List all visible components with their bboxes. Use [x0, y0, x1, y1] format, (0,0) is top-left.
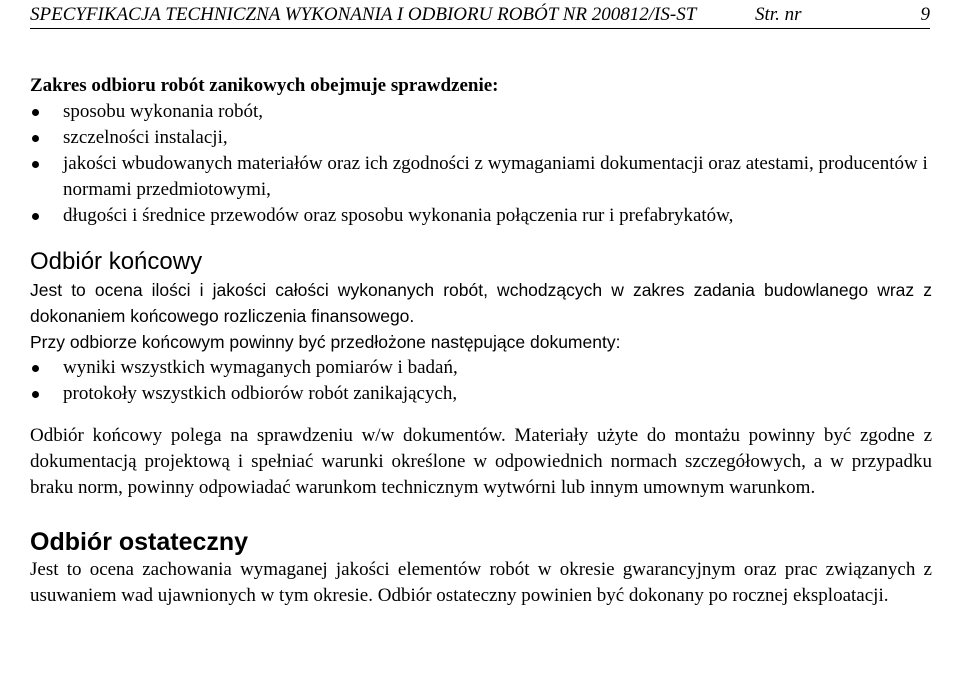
header-page-number: 9 [920, 4, 930, 25]
header-rule [30, 28, 930, 29]
header-page-label: Str. nr [755, 4, 802, 25]
section-heading-odbior-ostateczny: Odbiór ostateczny [30, 528, 249, 556]
list-item: jakości wbudowanych materiałów oraz ich zgodności z wymaganiami dokumentacji oraz atestami, producentów i normami przedmiotowymi, [30, 151, 932, 203]
section-heading-zanikowe: Zakres odbioru robót zanikowych obejmuje sprawdzenie: [30, 75, 499, 96]
paragraph: Jest to ocena ilości i jakości całości wykonanych robót, wchodzących w zakres zadania budowlanego wraz z dokonaniem końcowego rozliczenia finansowego. [30, 280, 932, 326]
paragraph: Jest to ocena zachowania wymaganej jakości elementów robót w okresie gwarancyjnym oraz prac związanych z usuwaniem wad ujawnionych w tym okresie. Odbiór ostateczny powinien być dokonany po rocznej eksploatacji. [30, 559, 932, 606]
list-item: wyniki wszystkich wymaganych pomiarów i badań, [30, 355, 932, 381]
paragraph: Przy odbiorze końcowym powinny być przedłożone następujące dokumenty: [30, 332, 621, 352]
document-body [30, 73, 932, 609]
list-item: długości i średnice przewodów oraz sposobu wykonania połączenia rur i prefabrykatów, [30, 203, 932, 229]
list-item: protokoły wszystkich odbiorów robót zanikających, [30, 381, 932, 407]
header-title: SPECYFIKACJA TECHNICZNA WYKONANIA I ODBIORU ROBÓT NR 200812/IS-ST [30, 4, 697, 25]
section-heading-odbior-koncowy: Odbiór końcowy [30, 248, 203, 275]
bullet-list-dokumenty [30, 355, 932, 407]
list-item: sposobu wykonania robót, [30, 99, 932, 125]
paragraph: Odbiór końcowy polega na sprawdzeniu w/w dokumentów. Materiały użyte do montażu powinny być zgodne z dokumentacją projektową i spełniać warunki określone w odpowiednich normach szczegółowych, a w przypadku braku norm, powinny odpowiadać warunkom technicznym wytwórni lub innym umownym warunkom. [30, 425, 932, 498]
bullet-list-zanikowe [30, 99, 932, 229]
page-header [30, 2, 930, 28]
list-item: szczelności instalacji, [30, 125, 932, 151]
